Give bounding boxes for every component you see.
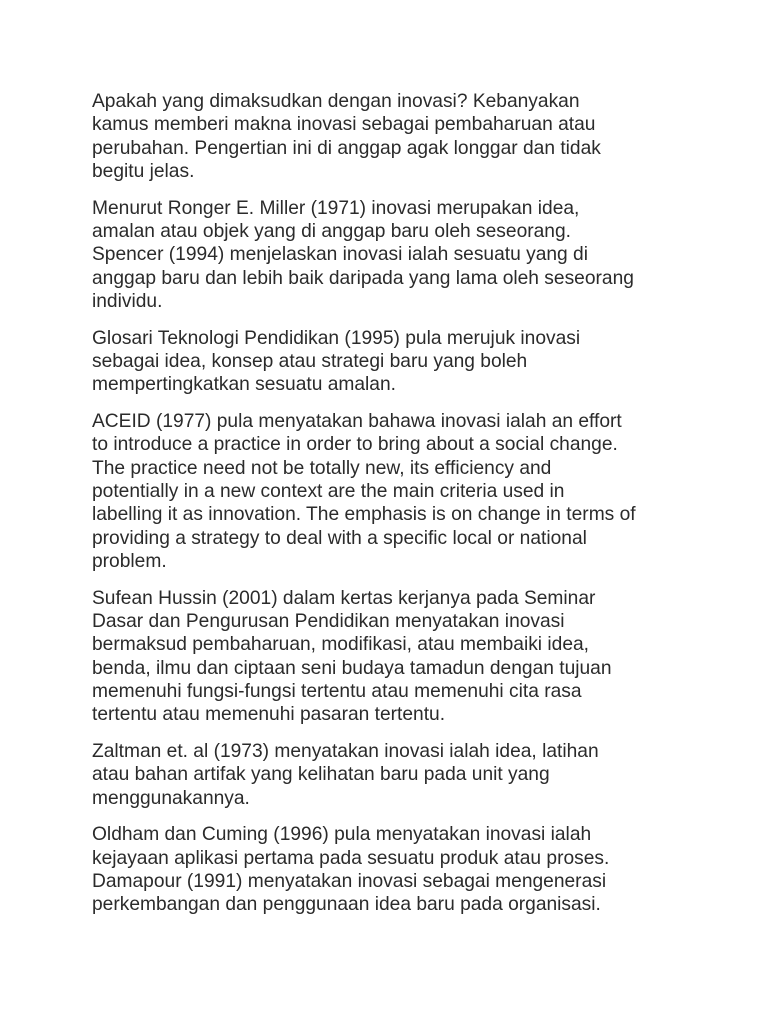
- text-line: Menurut Ronger E. Miller (1971) inovasi merupakan idea,: [92, 197, 580, 219]
- paragraph-miller-spencer: [92, 197, 692, 313]
- paragraph-oldham-damapour: [92, 823, 692, 916]
- text-line: kamus memberi makna inovasi sebagai pembaharuan atau: [92, 114, 596, 136]
- text-line: Dasar dan Pengurusan Pendidikan menyatakan inovasi: [92, 610, 565, 632]
- text-line: Glosari Teknologi Pendidikan (1995) pula merujuk inovasi: [92, 327, 581, 349]
- text-line: tertentu atau memenuhi pasaran tertentu.: [92, 704, 446, 726]
- document-body: [92, 90, 692, 930]
- paragraph-zaltman: [92, 740, 692, 810]
- text-line: anggap baru dan lebih baik daripada yang lama oleh seseorang: [92, 267, 634, 289]
- text-line: individu.: [92, 290, 163, 312]
- text-line: benda, ilmu dan ciptaan seni budaya tamadun dengan tujuan: [92, 657, 612, 679]
- text-line: potentially in a new context are the main criteria used in: [92, 480, 565, 502]
- paragraph-aceid: [92, 410, 692, 573]
- text-line: Damapour (1991) menyatakan inovasi sebagai mengenerasi: [92, 870, 607, 892]
- paragraph-definition-intro: [92, 90, 692, 183]
- text-line: Sufean Hussin (2001) dalam kertas kerjanya pada Seminar: [92, 587, 596, 609]
- text-line: sebagai idea, konsep atau strategi baru yang boleh: [92, 350, 528, 372]
- text-line: menggunakannya.: [92, 787, 250, 809]
- text-line: atau bahan artifak yang kelihatan baru pada unit yang: [92, 764, 550, 786]
- text-line: providing a strategy to deal with a specific local or national: [92, 527, 587, 549]
- paragraph-glosari: [92, 327, 692, 397]
- paragraph-sufean-hussin: [92, 587, 692, 727]
- text-line: The practice need not be totally new, its efficiency and: [92, 457, 552, 479]
- text-line: Apakah yang dimaksudkan dengan inovasi? Kebanyakan: [92, 91, 580, 112]
- text-line: labelling it as innovation. The emphasis is on change in terms of: [92, 504, 636, 526]
- text-line: perubahan. Pengertian ini di anggap agak longgar dan tidak: [92, 137, 601, 159]
- text-line: Spencer (1994) menjelaskan inovasi ialah sesuatu yang di: [92, 244, 588, 266]
- text-line: to introduce a practice in order to bring about a social change.: [92, 434, 618, 456]
- text-line: Oldham dan Cuming (1996) pula menyatakan inovasi ialah: [92, 824, 592, 846]
- text-line: bermaksud pembaharuan, modifikasi, atau membaiki idea,: [92, 634, 590, 656]
- text-line: memenuhi fungsi-fungsi tertentu atau memenuhi cita rasa: [92, 680, 582, 702]
- text-line: begitu jelas.: [92, 160, 195, 182]
- text-line: kejayaan aplikasi pertama pada sesuatu produk atau proses.: [92, 847, 610, 869]
- text-line: amalan atau objek yang di anggap baru oleh seseorang.: [92, 220, 571, 242]
- text-line: perkembangan dan penggunaan idea baru pada organisasi.: [92, 894, 601, 916]
- text-line: Zaltman et. al (1973) menyatakan inovasi ialah idea, latihan: [92, 740, 599, 762]
- text-line: mempertingkatkan sesuatu amalan.: [92, 374, 396, 396]
- text-line: ACEID (1977) pula menyatakan bahawa inovasi ialah an effort: [92, 411, 622, 433]
- text-line: problem.: [92, 550, 167, 572]
